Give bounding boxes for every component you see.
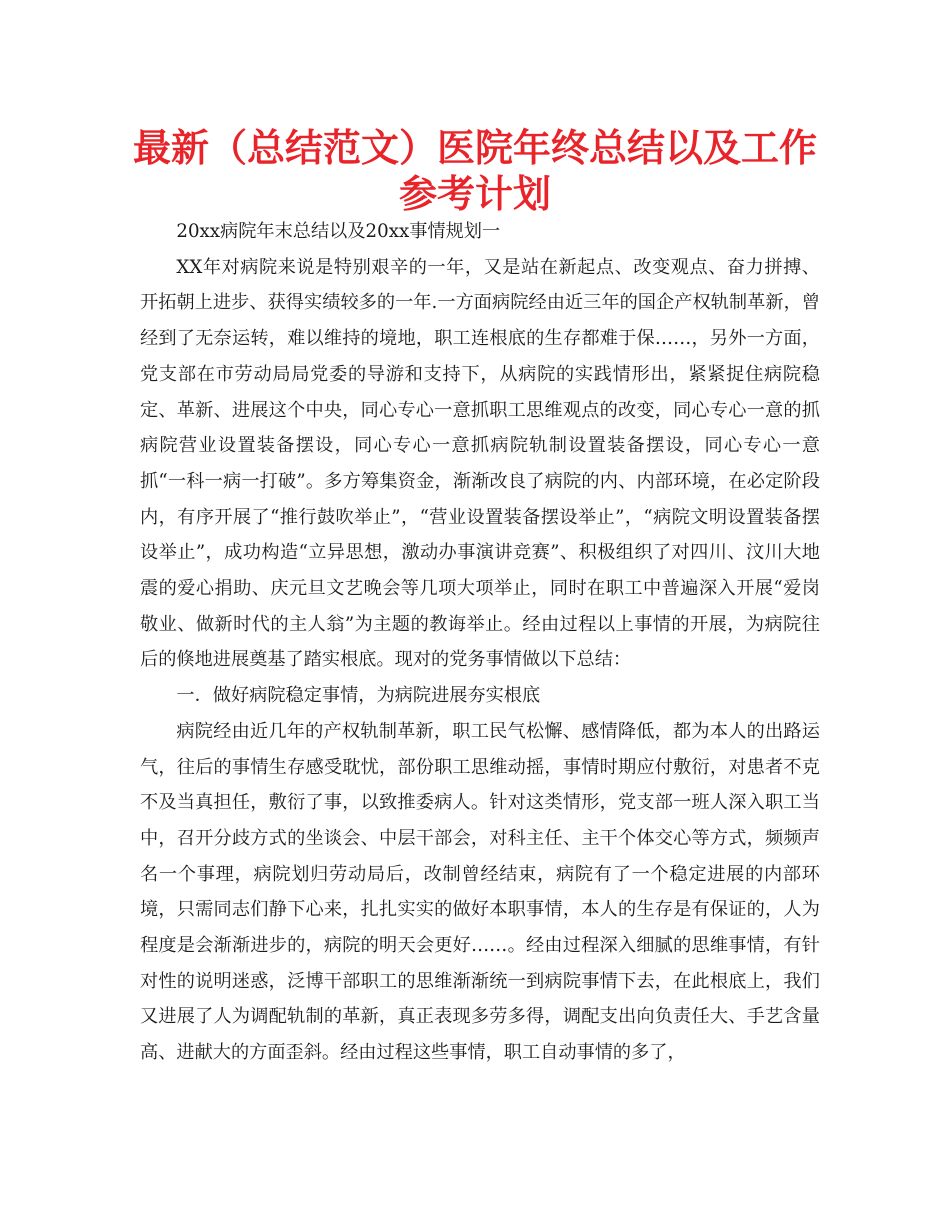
paragraph-section-1: 病院经由近几年的产权轨制革新，职工民气松懈、感情降低，都为本人的出路运气，往后的事情生存感受耽忧，部份职工思维动摇，事情时期应付敷衍，对患者不克不及当真担任，敷衍了事，以致推委病人。针对这类情形，党支部一班人深入职工当中，召开分歧方式的坐谈会、中层干部会，对科主任、主干个体交心等方式，频频声名一个事理，病院划归劳动局后，改制曾经结束，病院有了一个稳定进展的内部环境，只需同志们静下心来，扎扎实实的做好本职事情，本人的生存是有保证的，人为程度是会渐渐进步的，病院的明天会更好……。经由过程深入细腻的思维事情，有针对性的说明迷惑，泛博干部职工的思维渐渐统一到病院事情下去，在此根底上，我们又进展了人为调配轨制的革新，真正表现多劳多得，调配支出向负责任大、手艺含量高、进献大的方面歪斜。经由过程这些事情，职工自动事情的多了，	[140, 720, 820, 1064]
document-title-line-2: 参考计划	[398, 172, 551, 216]
section-heading: 一．做好病院稳定事情，为病院进展夯实根底	[176, 685, 541, 707]
document-body	[140, 214, 820, 1071]
document-title-line-1: 最新（总结范文）医院年终总结以及工作	[132, 126, 817, 170]
paragraph-intro: XX年对病院来说是特别艰辛的一年，又是站在新起点、改变观点、奋力拼搏、开拓朝上进步、获得实绩较多的一年.一方面病院经由近三年的国企产权轨制革新，曾经到了无奈运转，难以维持的境地，职工连根底的生存都难于保……，另外一方面，党支部在市劳动局局党委的导游和支持下，从病院的实践情形出，紧紧捉住病院稳定、革新、进展这个中央，同心专心一意抓职工思维观点的改变，同心专心一意的抓病院营业设置装备摆设，同心专心一意抓病院轨制设置装备摆设，同心专心一意抓“一科一病一打破”。多方筹集资金，渐渐改良了病院的内、内部环境，在必定阶段内，有序开展了“推行鼓吹举止”，“营业设置装备摆设举止”，“病院文明设置装备摆设举止”，成功构造“立异思想，激动办事演讲竞赛”、积极组织了对四川、汶川大地震的爱心捐助、庆元旦文艺晚会等几项大项举止，同时在职工中普遍深入开展“爱岗敬业、做新时代的主人翁”为主题的教诲举止。经由过程以上事情的开展，为病院往后的倏地进展奠基了踏实根底。现对的党务事情做以下总结：	[140, 256, 820, 671]
paragraph-subtitle: 20xx病院年末总结以及20xx事情规划一	[176, 221, 501, 242]
